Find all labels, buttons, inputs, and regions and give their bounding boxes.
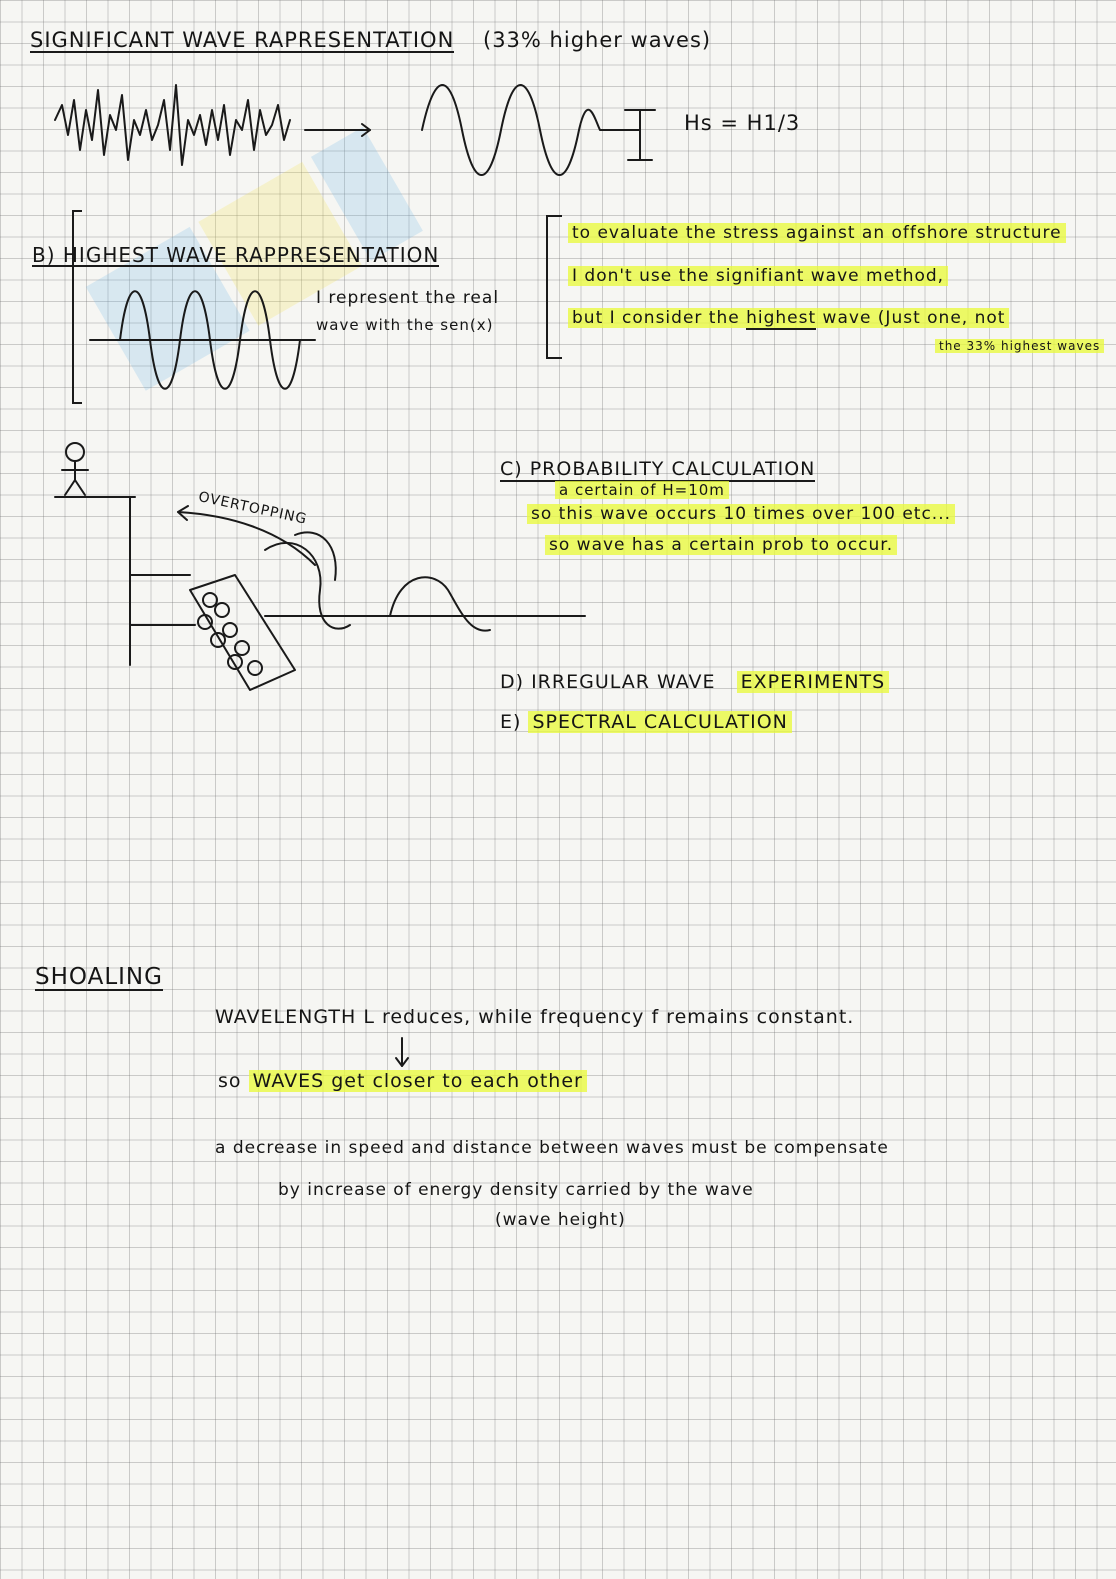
section-a-title: SIGNIFICANT WAVE RAPRESENTATION [30,28,455,52]
section-b-note-line2: wave with the sen(x) [316,316,494,334]
shoaling-line1: WAVELENGTH L reduces, while frequency f remains constant. [215,1006,855,1028]
section-c-line2: so this wave occurs 10 times over 100 etc... [527,506,955,523]
section-c-line3: so wave has a certain prob to occur. [545,537,897,554]
section-b-box-line4: the 33% highest waves [935,340,1104,352]
section-b-box-line3: but I consider the highest wave (Just one, not [568,310,1009,327]
overtopping-label: OVERTOPPING [196,489,309,528]
section-a-note: (33% higher waves) [483,28,712,52]
section-c-title: C) PROBABILITY CALCULATION [500,458,816,480]
section-b-box-line2: I don't use the signifiant wave method, [568,268,948,285]
section-b-right-bracket [546,215,562,359]
section-e-line: E) SPECTRAL CALCULATION [500,713,792,732]
shoaling-line4: by increase of energy density carried by the wave [278,1180,754,1200]
irregular-to-regular-wave-sketch [40,80,740,190]
section-d-line: D) IRREGULAR WAVE EXPERIMENTS [500,673,889,692]
section-b-box-line1: to evaluate the stress against an offshore structure [568,225,1066,242]
significant-wave-formula: Hs = H1/3 [684,111,801,135]
section-b-title: B) HIGHEST WAVE RAPPRESENTATION [32,243,440,267]
section-b-note-line1: I represent the real [316,288,500,308]
shoaling-line3: a decrease in speed and distance between waves must be compensate [215,1138,889,1158]
shoaling-line5: (wave height) [495,1210,626,1230]
sine-wave-sketch [80,280,320,400]
shoaling-title: SHOALING [35,964,163,990]
section-c-line1: a certain of H=10m [555,483,729,498]
shoaling-line2: so WAVES get closer to each other [218,1072,587,1091]
down-arrow-icon [392,1036,412,1070]
